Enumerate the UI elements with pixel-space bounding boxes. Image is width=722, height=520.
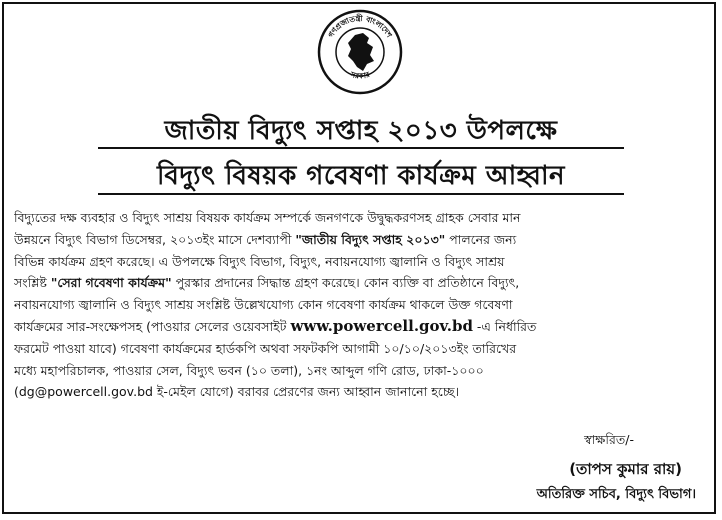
body-line: বিভিন্ন কার্যক্রম গ্রহণ করেছে। এ উপলক্ষে বিদ্যুৎ বিভাগ, বিদ্যুৎ, নবায়নযোগ্য জ্বালানি ও বিদ্যুৎ সাশ্রয় [14, 253, 505, 269]
government-seal [317, 9, 403, 95]
event-name: "জাতীয় বিদ্যুৎ সপ্তাহ ২০১৩" [295, 231, 446, 247]
body-text: উন্নয়নে বিদ্যুৎ বিভাগ ডিসেম্বর, ২০১৩ইং মাসে দেশব্যাপী [14, 231, 296, 247]
body-line: মধ্যে মহাপরিচালক, পাওয়ার সেল, বিদ্যুৎ ভবন (১০ তলা), ১নং আব্দুল গণি রোড, ঢাকা-১০০০ [14, 362, 484, 378]
body-line: নবায়নযোগ্য জ্বালানি ও বিদ্যুৎ সাশ্রয় সংশ্লিষ্ট উল্লেখযোগ্য কোন গবেষণা কার্যক্রম থাকলে উক্ত গবেষণা [14, 297, 513, 313]
website-link[interactable]: www.powercell.gov.bd [290, 316, 473, 335]
subheadline-underline [98, 193, 624, 195]
seal-top-text: গণপ্রজাতন্ত্রী বাংলাদেশ [326, 13, 394, 40]
seal-bottom-text: সরকার [349, 69, 371, 81]
seal-emblem-icon [317, 9, 403, 95]
body-line [14, 316, 708, 338]
subheadline-title: বিদ্যুৎ বিষয়ক গবেষণা কার্যক্রম আহ্বান [156, 161, 566, 191]
signatory-designation: অতিরিক্ত সচিব, বিদ্যুৎ বিভাগ। [536, 487, 696, 502]
body-text: পালনের জন্য [445, 231, 517, 247]
body-text: পুরস্কার প্রদানের সিদ্ধান্ত গ্রহণ করেছে। কোন ব্যক্তি বা প্রতিষ্ঠানে বিদ্যুৎ, [171, 275, 520, 291]
body-text: সংশ্লিষ্ট [14, 275, 51, 291]
headline-title: জাতীয় বিদ্যুৎ সপ্তাহ ২০১৩ উপলক্ষে [164, 116, 558, 146]
award-name: "সেরা গবেষণা কার্যক্রম" [50, 275, 172, 291]
signed-label: স্বাক্ষরিত/- [584, 432, 634, 447]
headline-underline [98, 147, 624, 149]
notice-body [14, 207, 708, 403]
body-line [14, 229, 708, 251]
body-line: বিদ্যুতের দক্ষ ব্যবহার ও বিদ্যুৎ সাশ্রয় বিষয়ক কার্যক্রম সম্পর্কে জনগণকে উদ্বুদ্ধকরণসহ গ্রাহক সেবার মান [14, 210, 521, 225]
body-line [14, 272, 708, 294]
body-text: -এ নির্ধারিত [472, 318, 537, 334]
signatory-name: (তাপস কুমার রায়) [569, 460, 682, 478]
body-line: (dg@powercell.gov.bd ই-মেইল যোগে) বরাবর প্রেরণের জন্য আহ্বান জানানো হচ্ছে। [14, 384, 460, 400]
body-text: কার্যক্রমের সার-সংক্ষেপসহ (পাওয়ার সেলের ওয়েবসাইট [14, 318, 291, 334]
body-line: ফরমেট পাওয়া যাবে) গবেষণা কার্যক্রমের হার্ডকপি অথবা সফটকপি আগামী ১০/১০/২০১৩ইং তারিখের [14, 340, 517, 356]
